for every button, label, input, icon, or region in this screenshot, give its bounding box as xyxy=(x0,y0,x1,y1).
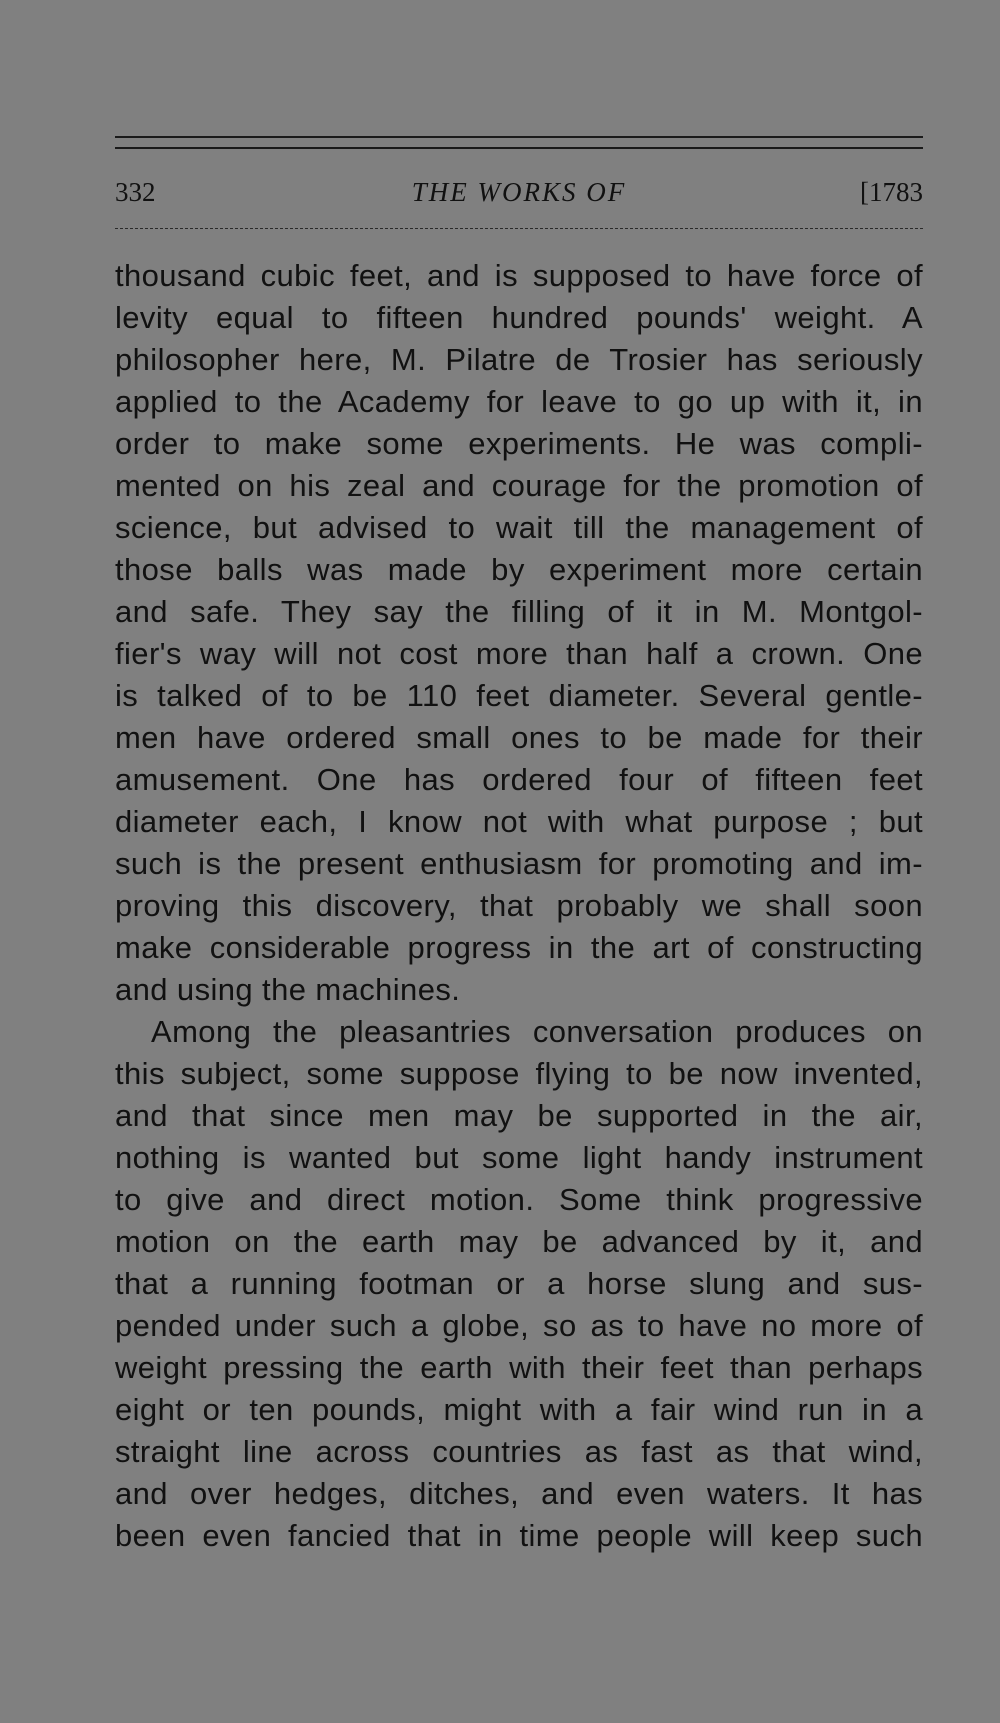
text-line: weight pressing the earth with their feet than perhaps xyxy=(115,1350,923,1385)
running-title: THE WORKS OF xyxy=(411,177,627,207)
text-line: such is the present enthusiasm for promoting and im- xyxy=(115,846,923,881)
text-line: is talked of to be 110 feet diameter. Several gentle- xyxy=(115,678,923,713)
running-head xyxy=(115,172,923,212)
header-rule-bottom xyxy=(115,228,923,229)
header-rule-top xyxy=(115,136,923,138)
text-line: thousand cubic feet, and is supposed to have force of xyxy=(115,258,923,293)
header-rule-second xyxy=(115,147,923,149)
text-line: mented on his zeal and courage for the promotion of xyxy=(115,468,923,503)
text-line: science, but advised to wait till the management of xyxy=(115,510,923,545)
text-line: proving this discovery, that probably we shall soon xyxy=(115,888,923,923)
text-line: order to make some experiments. He was compli- xyxy=(115,426,923,461)
text-line: levity equal to fifteen hundred pounds' weight. A xyxy=(115,300,923,335)
running-year: [1783 xyxy=(860,177,923,207)
text-line: Among the pleasantries conversation produces on xyxy=(151,1014,923,1049)
text-line: amusement. One has ordered four of fifteen feet xyxy=(115,762,923,797)
text-line: to give and direct motion. Some think progressive xyxy=(115,1182,923,1217)
text-line: diameter each, I know not with what purpose ; but xyxy=(115,804,923,839)
text-line: and using the machines. xyxy=(115,972,461,1007)
text-line: and that since men may be supported in the air, xyxy=(115,1098,923,1133)
text-line: philosopher here, M. Pilatre de Trosier has seriously xyxy=(115,342,923,377)
text-line: applied to the Academy for leave to go up with it, in xyxy=(115,384,923,419)
body-text xyxy=(115,255,923,1557)
text-line: men have ordered small ones to be made for their xyxy=(115,720,923,755)
text-line: pended under such a globe, so as to have no more of xyxy=(115,1308,923,1343)
text-line: fier's way will not cost more than half a crown. One xyxy=(115,636,923,671)
text-line: been even fancied that in time people will keep such xyxy=(115,1518,923,1553)
text-line: motion on the earth may be advanced by it, and xyxy=(115,1224,923,1259)
text-line: nothing is wanted but some light handy instrument xyxy=(115,1140,923,1175)
page-number: 332 xyxy=(115,177,156,207)
text-line: that a running footman or a horse slung and sus- xyxy=(115,1266,923,1301)
text-line: this subject, some suppose flying to be now invented, xyxy=(115,1056,923,1091)
text-line: make considerable progress in the art of constructing xyxy=(115,930,923,965)
text-line: and safe. They say the filling of it in M. Montgol- xyxy=(115,594,923,629)
text-line: and over hedges, ditches, and even waters. It has xyxy=(115,1476,923,1511)
text-line: straight line across countries as fast as that wind, xyxy=(115,1434,923,1469)
text-line: those balls was made by experiment more certain xyxy=(115,552,923,587)
text-line: eight or ten pounds, might with a fair wind run in a xyxy=(115,1392,923,1427)
